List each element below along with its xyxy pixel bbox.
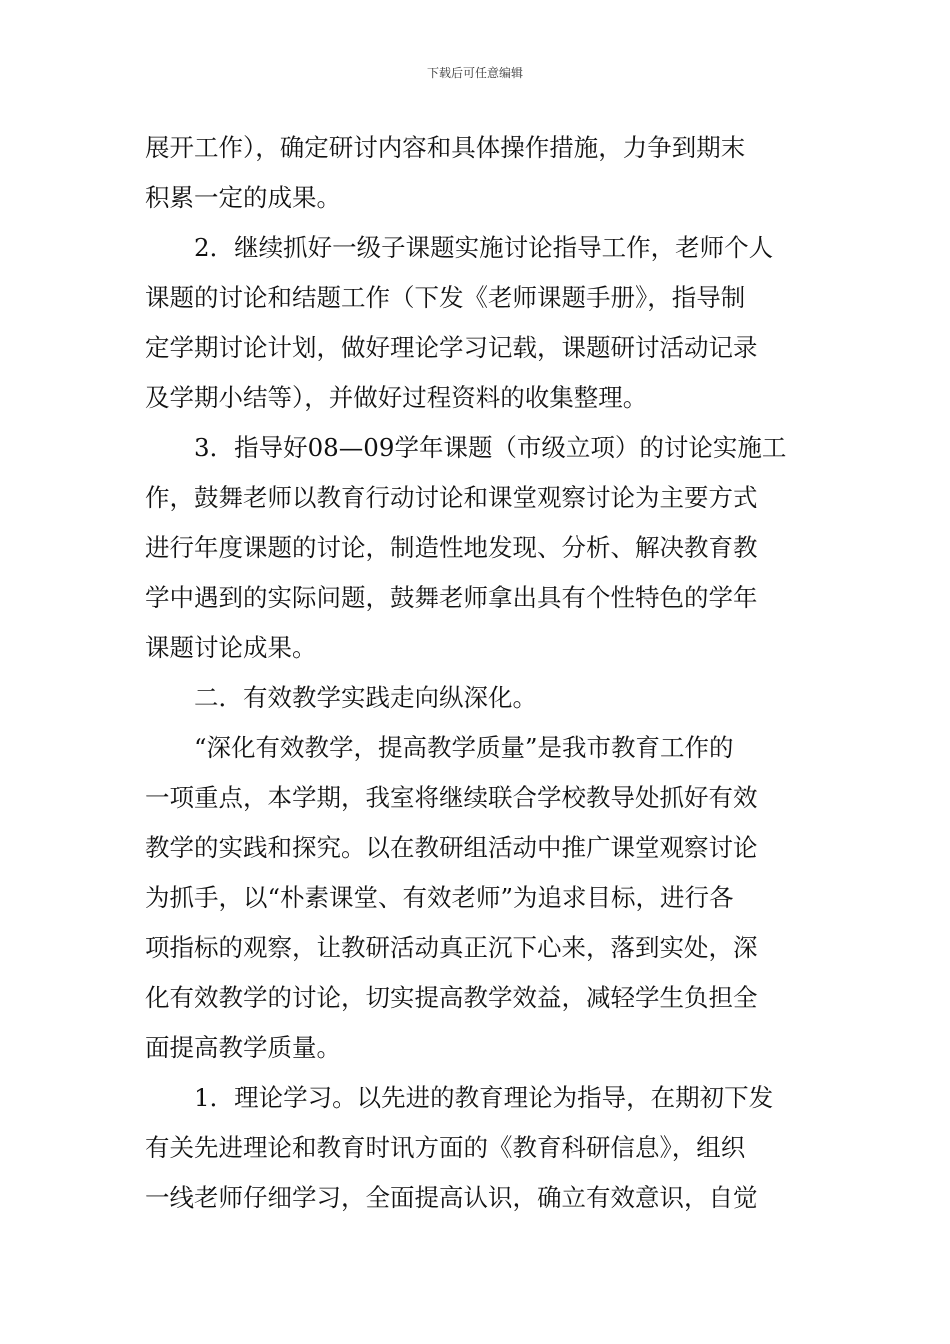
text-line: 进行年度课题的讨论，制造性地发现、分析、解决教育教: [145, 533, 758, 562]
text-line: 展开工作），确定研讨内容和具体操作措施，力争到期末: [145, 133, 746, 162]
text-line: 为抓手，以“朴素课堂、有效老师”为追求目标，进行各: [145, 883, 734, 912]
text-line: 1．理论学习。以先进的教育理论为指导，在期初下发: [194, 1083, 774, 1112]
page-header: 下载后可任意编辑: [426, 66, 523, 80]
text-line: 2．继续抓好一级子课题实施讨论指导工作，老师个人: [194, 233, 774, 262]
text-line: 作，鼓舞老师以教育行动讨论和课堂观察讨论为主要方式: [145, 483, 758, 512]
text-line: 积累一定的成果。: [145, 183, 341, 212]
text-line: 3．指导好08—09学年课题（市级立项）的讨论实施工: [194, 433, 787, 462]
text-line: 一项重点，本学期，我室将继续联合学校教导处抓好有效: [145, 783, 758, 812]
text-line: 面提高教学质量。: [145, 1033, 341, 1062]
text-line: 化有效教学的讨论，切实提高教学效益，减轻学生负担全: [145, 983, 758, 1012]
document-body: [145, 123, 807, 1223]
text-line: 项指标的观察，让教研活动真正沉下心来，落到实处，深: [145, 933, 758, 962]
text-line: 教学的实践和探究。以在教研组活动中推广课堂观察讨论: [145, 833, 758, 862]
text-line: 学中遇到的实际问题，鼓舞老师拿出具有个性特色的学年: [145, 583, 758, 612]
text-line: 课题的讨论和结题工作（下发《老师课题手册》，指导制: [145, 283, 746, 312]
section-heading: 二．有效教学实践走向纵深化。: [194, 683, 537, 712]
text-line: 课题讨论成果。: [145, 633, 317, 662]
text-line: 定学期讨论计划，做好理论学习记载，课题研讨活动记录: [145, 333, 758, 362]
text-line: 有关先进理论和教育时讯方面的《教育科研信息》，组织: [145, 1133, 746, 1162]
text-line: 一线老师仔细学习，全面提高认识，确立有效意识，自觉: [145, 1183, 758, 1212]
text-line: 及学期小结等），并做好过程资料的收集整理。: [145, 383, 648, 412]
text-line: “深化有效教学，提高教学质量”是我市教育工作的: [194, 733, 734, 762]
